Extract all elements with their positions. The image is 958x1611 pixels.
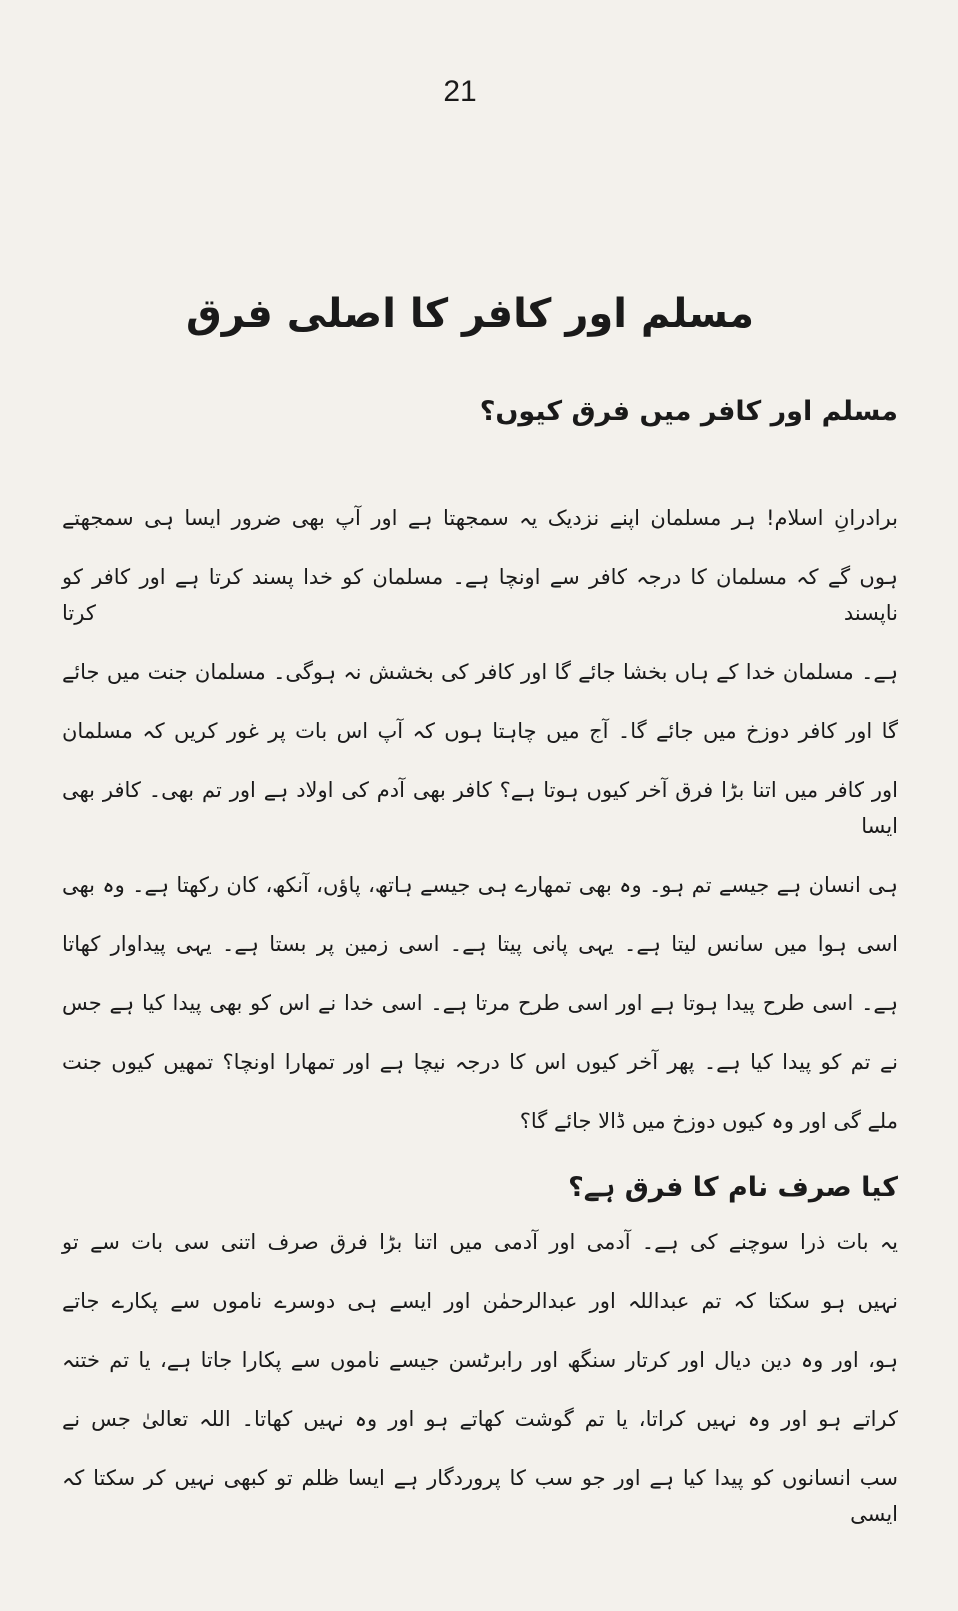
paragraph-line: ملے گی اور وہ کیوں دوزخ میں ڈالا جائے گا؟	[519, 1109, 898, 1133]
paragraph-line: یہ بات ذرا سوچنے کی ہے۔ آدمی اور آدمی میں اتنا بڑا فرق صرف اتنی سی بات سے تو	[62, 1230, 898, 1254]
book-page	[62, 0, 898, 1555]
page-number: 21	[443, 75, 477, 108]
paragraph-line: گا اور کافر دوزخ میں جائے گا۔ آج میں چاہتا ہوں کہ آپ اس بات پر غور کریں کہ مسلمان	[62, 719, 898, 743]
paragraph-line: ہوں گے کہ مسلمان کا درجہ کافر سے اونچا ہے۔ مسلمان کو خدا پسند کرتا ہے اور کافر کو ناپسند کرتا	[62, 565, 898, 625]
paragraph-line: اسی ہوا میں سانس لیتا ہے۔ یہی پانی پیتا ہے۔ اسی زمین پر بستا ہے۔ یہی پیداوار کھاتا	[62, 932, 898, 956]
paragraph-line: اور کافر میں اتنا بڑا فرق آخر کیوں ہوتا ہے؟ کافر بھی آدم کی اولاد ہے اور تم بھی۔ کافر بھی ایسا	[62, 778, 898, 838]
chapter-title: مسلم اور کافر کا اصلی فرق	[185, 291, 755, 337]
paragraph-line: ہے۔ مسلمان خدا کے ہاں بخشا جائے گا اور کافر کی بخشش نہ ہوگی۔ مسلمان جنت میں جائے	[62, 660, 898, 684]
paragraph-line: ہی انسان ہے جیسے تم ہو۔ وہ بھی تمھارے ہی جیسے ہاتھ، پاؤں، آنکھ، کان رکھتا ہے۔ وہ بھی	[62, 873, 898, 897]
paragraph-line: برادرانِ اسلام! ہر مسلمان اپنے نزدیک یہ سمجھتا ہے اور آپ بھی ضرور ایسا ہی سمجھتے	[62, 506, 898, 530]
paragraph-line: نے تم کو پیدا کیا ہے۔ پھر آخر کیوں اس کا درجہ نیچا ہے اور تمھارا اونچا؟ تمھیں کیوں جنت	[62, 1050, 898, 1074]
paragraph-line: کراتے ہو اور وہ نہیں کراتا، یا تم گوشت کھاتے ہو اور وہ نہیں کھاتا۔ اللہ تعالیٰ جس نے	[62, 1407, 898, 1431]
paragraph-line: نہیں ہو سکتا کہ تم عبداللہ اور عبدالرحمٰن اور ایسے ہی دوسرے ناموں سے پکارے جاتے	[62, 1289, 898, 1313]
section-heading: کیا صرف نام کا فرق ہے؟	[568, 1172, 898, 1203]
paragraph-line: ہو، اور وہ دین دیال اور کرتار سنگھ اور رابرٹسن جیسے ناموں سے پکارا جاتا ہے، یا تم ختنہ	[62, 1348, 898, 1372]
section-heading: مسلم اور کافر میں فرق کیوں؟	[479, 396, 898, 427]
paragraph-line: ہے۔ اسی طرح پیدا ہوتا ہے اور اسی طرح مرتا ہے۔ اسی خدا نے اس کو بھی پیدا کیا ہے جس	[62, 991, 898, 1015]
paragraph-line: سب انسانوں کو پیدا کیا ہے اور جو سب کا پروردگار ہے ایسا ظلم تو کبھی نہیں کر سکتا کہ ایسی	[62, 1466, 898, 1526]
